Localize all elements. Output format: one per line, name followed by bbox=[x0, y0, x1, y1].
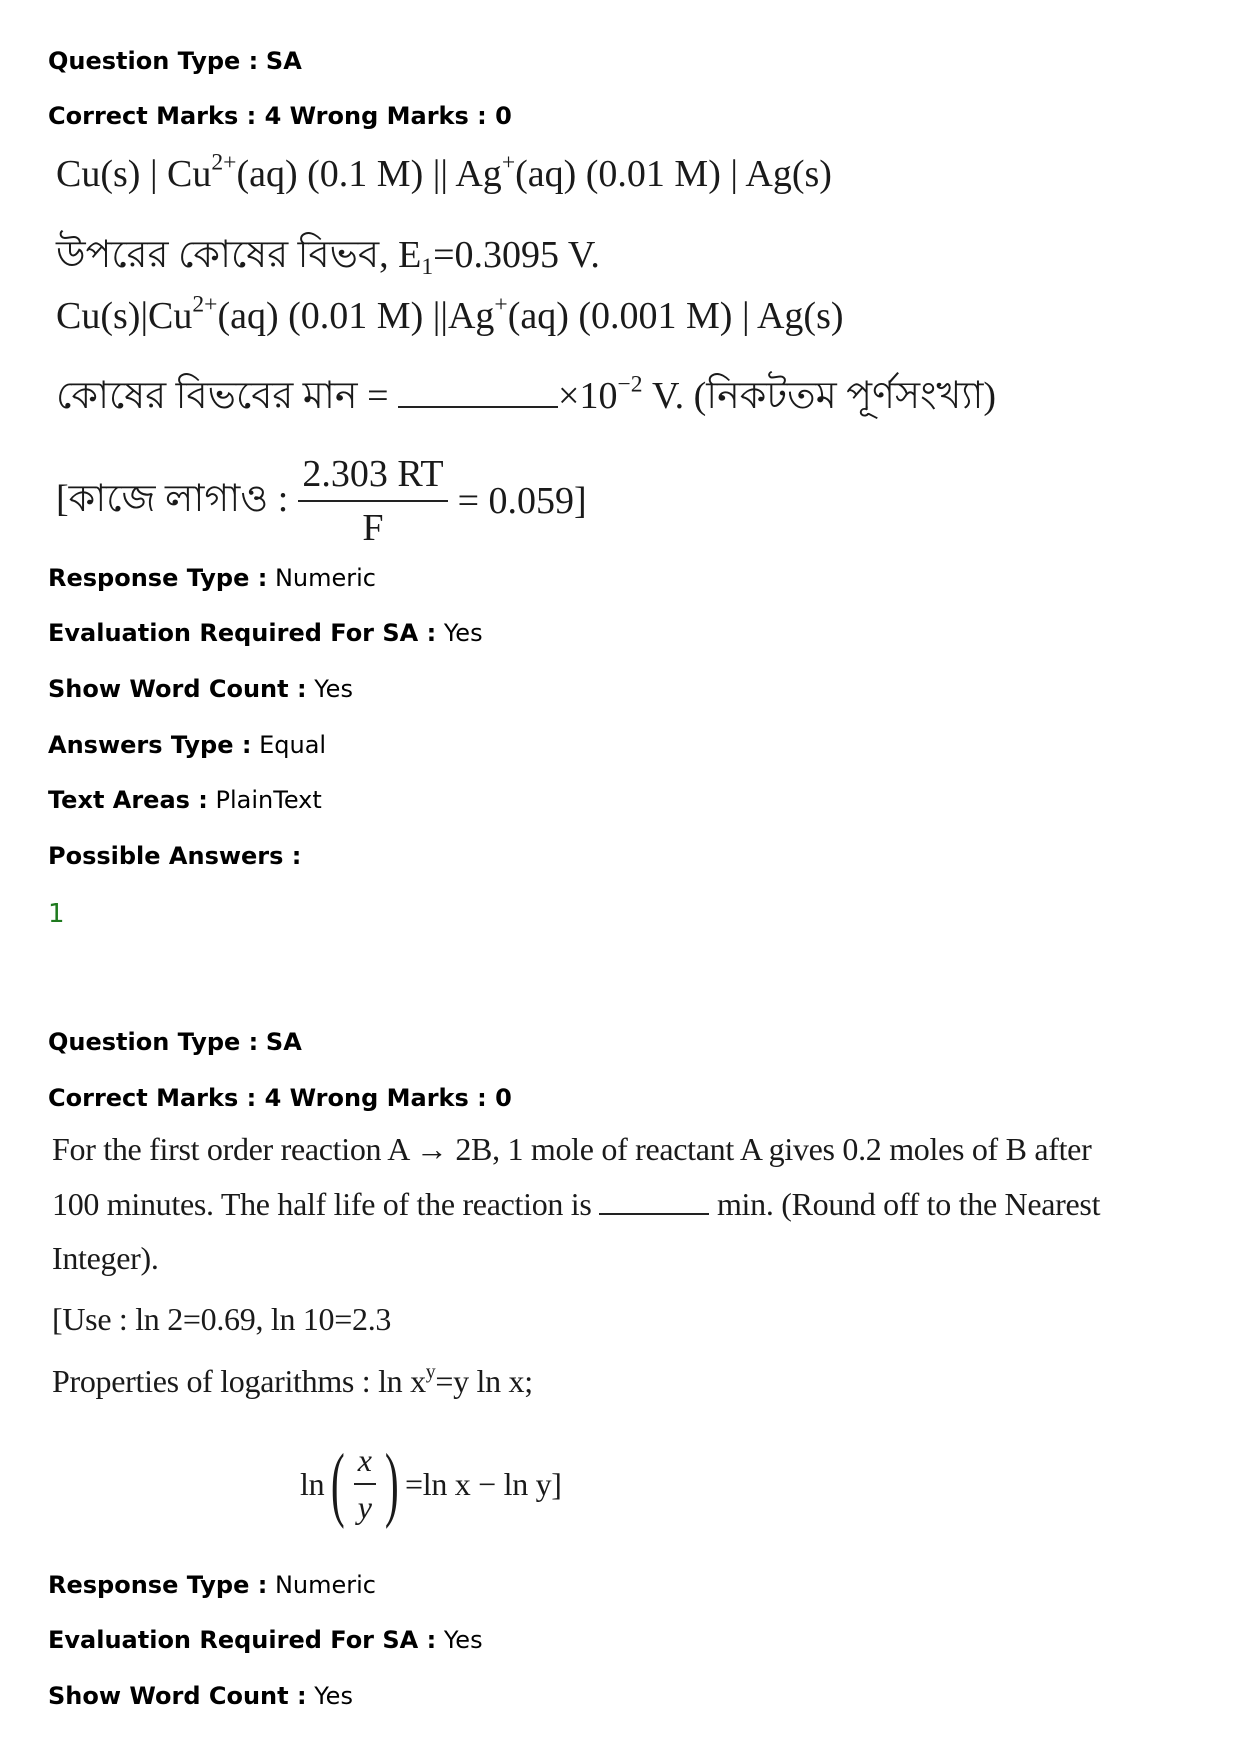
q2-text-line-2: 100 minutes. The half life of the reaction is min. (Round off to the Nearest bbox=[52, 1186, 1101, 1222]
q1-evaluation-required: Evaluation Required For SA : Yes bbox=[48, 619, 483, 647]
q2-text-line-3: Integer). bbox=[52, 1240, 159, 1276]
q2-question-type: Question Type : SA bbox=[48, 1028, 302, 1056]
answer-blank bbox=[599, 1212, 709, 1215]
q1-show-word-count: Show Word Count : Yes bbox=[48, 675, 353, 703]
q1-use-formula: [কাজে লাগাও : $\frac{2.303 RT}{F}$ = 0.059] bbox=[56, 453, 587, 549]
right-paren: ) bbox=[384, 1437, 399, 1530]
q2-text-line-4: [Use : ln 2=0.69, ln 10=2.3 bbox=[52, 1301, 392, 1337]
q1-question-type: Question Type : SA bbox=[48, 47, 302, 75]
fraction: $\frac{x}{y}$ bbox=[354, 1442, 376, 1526]
q2-evaluation-required: Evaluation Required For SA : Yes bbox=[48, 1626, 483, 1654]
fraction: $\frac{2.303 RT}{F}$ bbox=[298, 452, 447, 550]
q1-possible-answer: 1 bbox=[48, 899, 65, 929]
q1-answers-type: Answers Type : Equal bbox=[48, 731, 327, 759]
q2-log-formula: ln ( $\frac{x}{y}$ ) =ln x − ln y] bbox=[300, 1437, 562, 1530]
q1-cell-line-2: উপরের কোষের বিভব, $E_1=0.3095$ V. bbox=[56, 234, 600, 281]
q1-cell-line-1: Cu(s) | $Cu^{2+}(aq)$ (0.1 M) || Ag+(aq) (0.01 M) | Ag(s) bbox=[56, 149, 832, 195]
q1-cell-line-4: কোষের বিভবের মান = $\times 10^{-2}$ V. (নিকটতম পূর্ণসংখ্যা) bbox=[56, 371, 997, 417]
q1-possible-answers-label: Possible Answers : bbox=[48, 842, 302, 870]
q1-marks: Correct Marks : 4 Wrong Marks : 0 bbox=[48, 102, 512, 130]
q2-show-word-count: Show Word Count : Yes bbox=[48, 1682, 353, 1710]
left-paren: ( bbox=[331, 1437, 345, 1530]
answer-blank bbox=[398, 405, 558, 408]
q2-text-line-1: For the first order reaction A → 2B, 1 mole of reactant A gives 0.2 moles of B after bbox=[52, 1131, 1092, 1167]
q2-text-line-5: Properties of logarithms : $\ln x^y=y$ ln x; bbox=[52, 1361, 533, 1399]
q1-response-type: Response Type : Numeric bbox=[48, 564, 376, 592]
q1-cell-line-3: $Cu(s)|Cu^{2+}(aq)$ (0.01 M) ||Ag+(aq) (0.001 M) | Ag(s) bbox=[56, 291, 844, 337]
q1-text-areas: Text Areas : PlainText bbox=[48, 786, 322, 814]
q2-response-type: Response Type : Numeric bbox=[48, 1571, 376, 1599]
q2-marks: Correct Marks : 4 Wrong Marks : 0 bbox=[48, 1084, 512, 1112]
